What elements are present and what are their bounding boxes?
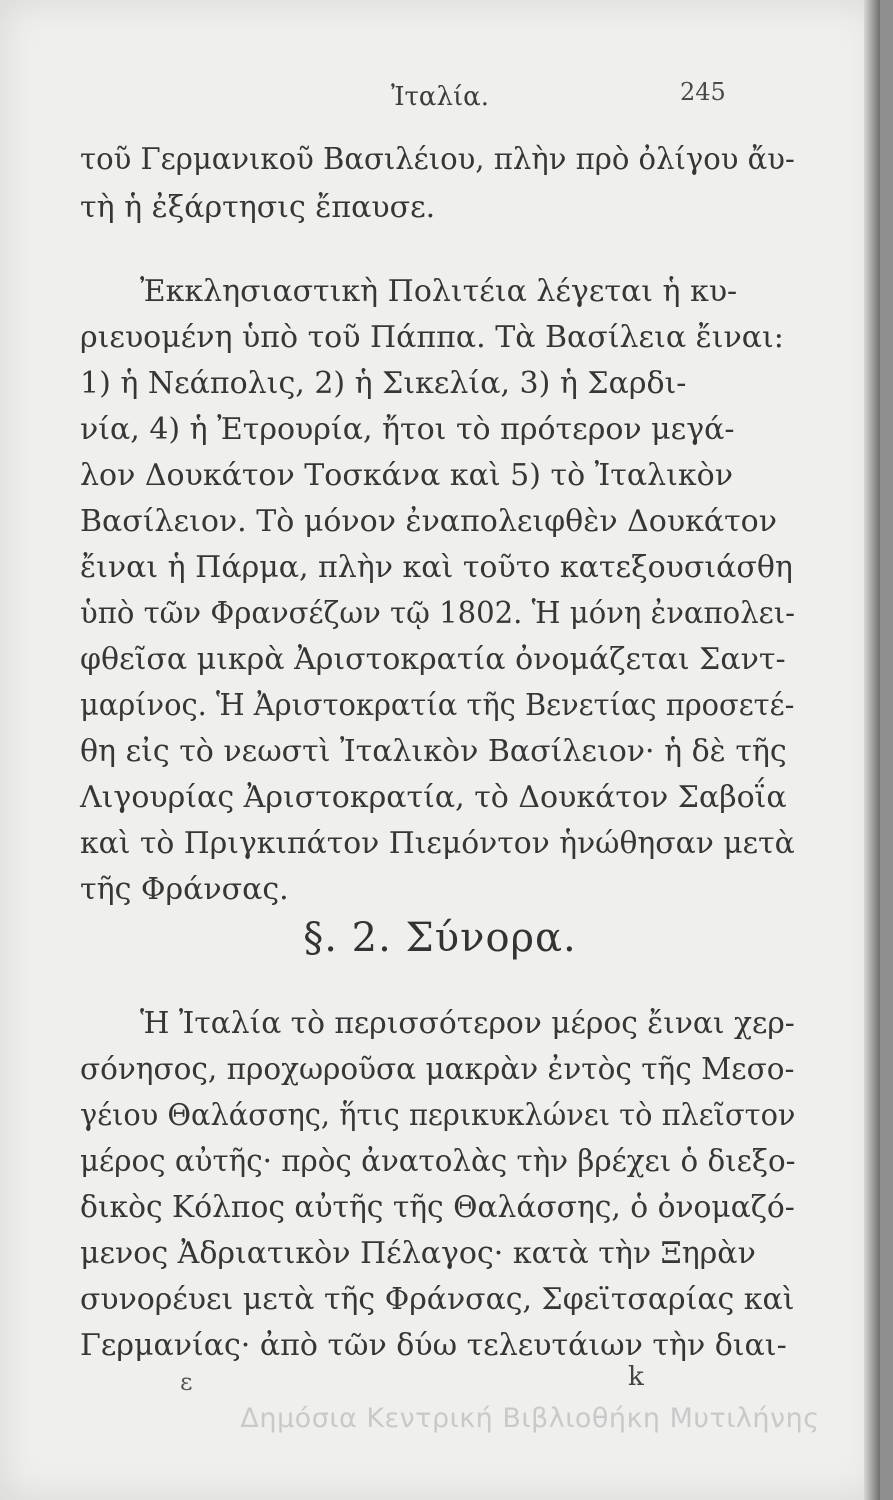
- text-line: θη εἰς τὸ νεωστὶ Ἰταλικὸν Βασίλειον· ἡ δὲ τῆς: [80, 734, 787, 769]
- text-line: Βασίλειον. Τὸ μόνον ἐναπολειφθὲν Δουκάτον: [80, 504, 777, 539]
- text-line: ἔιναι ἡ Πάρμα, πλὴν καὶ τοῦτο κατεξουσιάσθη: [80, 550, 793, 585]
- library-watermark: Δημόσια Κεντρική Βιβλιοθήκη Μυτιλήνης: [240, 1403, 820, 1434]
- text-line: τὴ ἡ ἐξάρτησις ἔπαυσε.: [80, 190, 436, 225]
- catchword: k: [628, 1362, 644, 1392]
- text-line: Λιγουρίας Ἀριστοκρατία, τὸ Δουκάτον Σαβοΐα: [80, 780, 787, 815]
- signature-mark: ε: [180, 1368, 193, 1396]
- text-line: μενος Ἀδριατικὸν Πέλαγος· κατὰ τὴν Ξηρὰν: [80, 1236, 756, 1271]
- page-edge-shadow: [864, 0, 880, 1500]
- text-line: συνορέυει μετὰ τῆς Φράνσας, Σφεϊτσαρίας καὶ: [80, 1282, 795, 1317]
- text-line: μαρίνος. Ἡ Ἀριστοκρατία τῆς Βενετίας προσετέ-: [80, 688, 795, 723]
- text-line: δικὸς Κόλπος αὐτῆς τῆς Θαλάσσης, ὁ ὀνομαζό-: [80, 1190, 795, 1225]
- text-line: 1) ἡ Νεάπολις, 2) ἡ Σικελία, 3) ἡ Σαρδι-: [80, 366, 687, 401]
- text-line: μέρος αὐτῆς· πρὸς ἀνατολὰς τὴν βρέχει ὁ διεξο-: [80, 1144, 796, 1179]
- text-line: τοῦ Γερμανικοῦ Βασιλέιου, πλὴν πρὸ ὀλίγου ἄυ-: [80, 142, 795, 177]
- text-line: Ἡ Ἰταλία τὸ περισσότερον μέρος ἔιναι χερ-: [140, 1006, 795, 1041]
- text-line: νία, 4) ἡ Ἐτρουρία, ἤτοι τὸ πρότερον μεγά-: [80, 412, 735, 447]
- text-line: σόνησος, προχωροῦσα μακρὰν ἐντὸς τῆς Μεσο-: [80, 1052, 795, 1087]
- text-line: ριευομένη ὑπὸ τοῦ Πάππα. Τὰ Βασίλεια ἔιναι:: [80, 320, 784, 355]
- page-number: 245: [680, 78, 726, 106]
- text-line: λον Δουκάτον Τοσκάνα καὶ 5) τὸ Ἰταλικὸν: [80, 458, 733, 493]
- text-line: γέιου Θαλάσσης, ἥτις περικυκλώνει τὸ πλεῖστον: [80, 1098, 796, 1133]
- text-line: Γερμανίας· ἀπὸ τῶν δύω τελευτάιων τὴν διαι-: [80, 1328, 787, 1363]
- text-line: τῆς Φράνσας.: [80, 872, 289, 907]
- text-line: φθεῖσα μικρὰ Ἀριστοκρατία ὀνομάζεται Σαντ-: [80, 642, 786, 677]
- text-line: καὶ τὸ Πριγκιπάτον Πιεμόντον ἡνώθησαν μετὰ: [80, 826, 795, 861]
- section-heading: §. 2. Σύνορα.: [303, 915, 577, 961]
- running-title: Ἰταλία.: [391, 82, 489, 112]
- text-line: ὑπὸ τῶν Φρανσέζων τῷ 1802. Ἡ μόνη ἐναπολει-: [80, 596, 795, 631]
- text-line: Ἐκκλησιαστικὴ Πολιτέια λέγεται ἡ κυ-: [140, 274, 738, 309]
